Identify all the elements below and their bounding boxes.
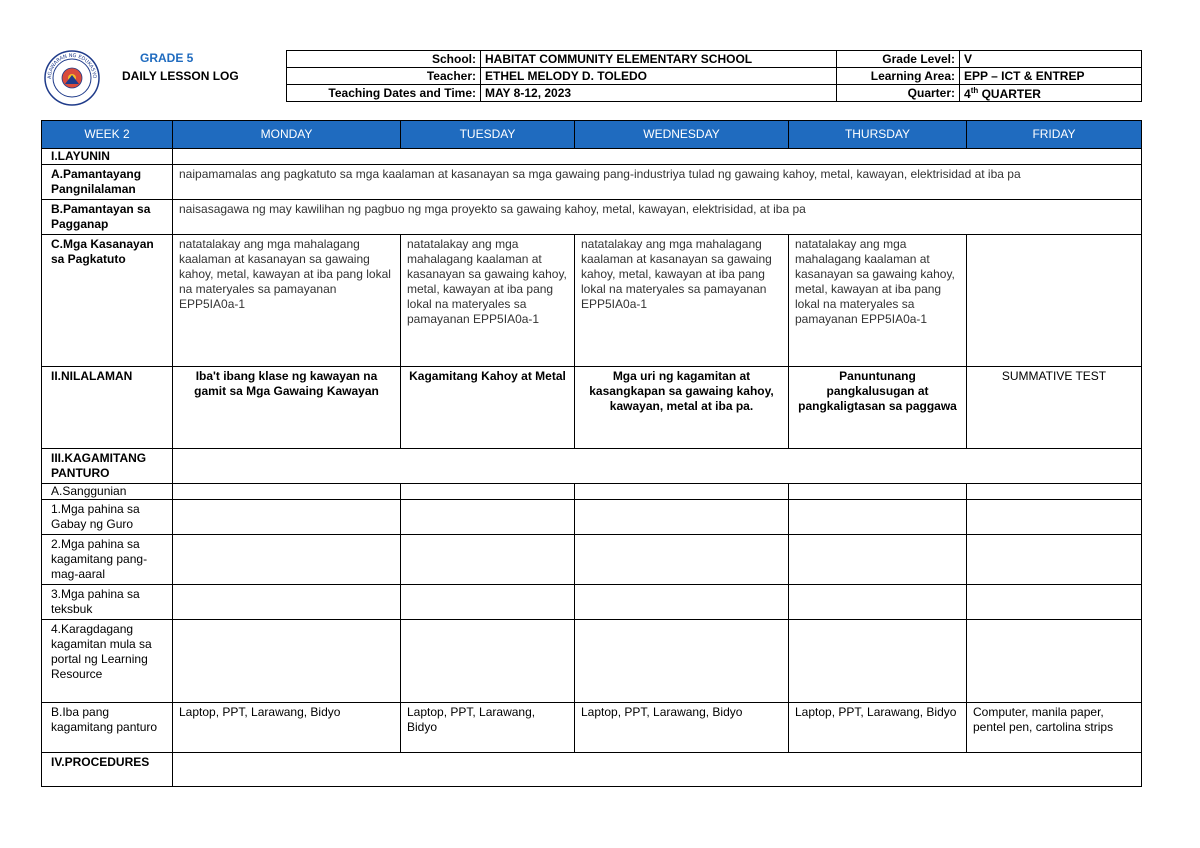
dates-value: MAY 8-12, 2023: [481, 85, 837, 102]
table-cell: [401, 484, 575, 500]
table-cell: [789, 535, 967, 585]
nilalaman-monday: Iba't ibang klase ng kawayan na gamit sa Mga Gawaing Kawayan: [173, 367, 401, 449]
grade-title: GRADE 5: [140, 51, 194, 65]
table-cell: [401, 620, 575, 703]
teacher-label: Teacher:: [287, 68, 481, 85]
table-cell: [401, 585, 575, 620]
table-cell: [173, 585, 401, 620]
table-cell: [967, 484, 1142, 500]
layunin-cell: [173, 149, 1142, 165]
row-label-iba-pang-kagamitan: B.Iba pang kagamitang panturo: [42, 703, 173, 753]
row-label-procedures: IV.PROCEDURES: [42, 753, 173, 787]
table-cell: [967, 535, 1142, 585]
nilalaman-tuesday: Kagamitang Kahoy at Metal: [401, 367, 575, 449]
table-cell: [967, 620, 1142, 703]
teacher-value: ETHEL MELODY D. TOLEDO: [481, 68, 837, 85]
table-cell: [173, 500, 401, 535]
table-cell: [401, 535, 575, 585]
quarter-label: Quarter:: [837, 85, 960, 102]
lesson-log-table: [41, 120, 1142, 787]
col-header-wednesday: WEDNESDAY: [575, 121, 789, 149]
row-label-pamantayang-pangnilalaman: A.Pamantayang Pangnilalaman: [42, 165, 173, 200]
iba-pang-monday: Laptop, PPT, Larawang, Bidyo: [173, 703, 401, 753]
table-cell: [575, 535, 789, 585]
col-header-tuesday: TUESDAY: [401, 121, 575, 149]
table-cell: [789, 585, 967, 620]
row-label-karagdagang-kagamitan: 4.Karagdagang kagamitan mula sa portal ng Learning Resource: [42, 620, 173, 703]
row-label-kagamitang-mag-aaral: 2.Mga pahina sa kagamitang pang-mag-aaral: [42, 535, 173, 585]
deped-seal-icon: [44, 50, 100, 106]
col-header-thursday: THURSDAY: [789, 121, 967, 149]
row-label-gabay-ng-guro: 1.Mga pahina sa Gabay ng Guro: [42, 500, 173, 535]
nilalaman-wednesday: Mga uri ng kagamitan at kasangkapan sa gawaing kahoy, kawayan, metal at iba pa.: [575, 367, 789, 449]
table-cell: [789, 620, 967, 703]
table-cell: [575, 500, 789, 535]
quarter-value: 4th QUARTER: [960, 85, 1142, 102]
row-label-layunin: I.LAYUNIN: [42, 149, 173, 165]
nilalaman-thursday: Panuntunang pangkalusugan at pangkaligtasan sa paggawa: [789, 367, 967, 449]
kasanayan-wednesday: natatalakay ang mga mahalagang kaalaman at kasanayan sa gawaing kahoy, metal, kawayan at iba pang lokal na materyales sa pamayanan EPP5IA0a-1: [575, 235, 789, 367]
table-cell: [789, 484, 967, 500]
iba-pang-friday: Computer, manila paper, pentel pen, cartolina strips: [967, 703, 1142, 753]
table-cell: [967, 500, 1142, 535]
table-cell: [173, 535, 401, 585]
info-table: [286, 50, 1142, 102]
document-title: DAILY LESSON LOG: [122, 69, 239, 83]
col-header-week: WEEK 2: [42, 121, 173, 149]
col-header-monday: MONDAY: [173, 121, 401, 149]
kasanayan-thursday: natatalakay ang mga mahalagang kaalaman at kasanayan sa gawaing kahoy, metal, kawayan at iba pang lokal na materyales sa pamayanan EPP5IA0a-1: [789, 235, 967, 367]
school-label: School:: [287, 51, 481, 68]
table-cell: [575, 585, 789, 620]
row-label-kasanayan: C.Mga Kasanayan sa Pagkatuto: [42, 235, 173, 367]
dates-label: Teaching Dates and Time:: [287, 85, 481, 102]
table-cell: [173, 620, 401, 703]
row-label-teksbuk: 3.Mga pahina sa teksbuk: [42, 585, 173, 620]
learning-area-value: EPP – ICT & ENTREP: [960, 68, 1142, 85]
kagamitang-panturo-cell: [173, 449, 1142, 484]
table-cell: [967, 585, 1142, 620]
kasanayan-tuesday: natatalakay ang mga mahalagang kaalaman at kasanayan sa gawaing kahoy, metal, kawayan at iba pang lokal na materyales sa pamayanan EPP5IA0a-1: [401, 235, 575, 367]
nilalaman-friday: SUMMATIVE TEST: [967, 367, 1142, 449]
table-cell: [173, 484, 401, 500]
iba-pang-thursday: Laptop, PPT, Larawang, Bidyo: [789, 703, 967, 753]
school-value: HABITAT COMMUNITY ELEMENTARY SCHOOL: [481, 51, 837, 68]
row-label-kagamitang-panturo: III.KAGAMITANG PANTURO: [42, 449, 173, 484]
table-cell: [575, 484, 789, 500]
table-cell: [401, 500, 575, 535]
iba-pang-tuesday: Laptop, PPT, Larawang, Bidyo: [401, 703, 575, 753]
iba-pang-wednesday: Laptop, PPT, Larawang, Bidyo: [575, 703, 789, 753]
row-label-sanggunian: A.Sanggunian: [42, 484, 173, 500]
table-cell: [789, 500, 967, 535]
row-label-nilalaman: II.NILALAMAN: [42, 367, 173, 449]
kasanayan-monday: natatalakay ang mga mahalagang kaalaman at kasanayan sa gawaing kahoy, metal, kawayan at iba pang lokal na materyales sa pamayanan EPP5IA0a-1: [173, 235, 401, 367]
col-header-friday: FRIDAY: [967, 121, 1142, 149]
procedures-cell: [173, 753, 1142, 787]
pamantayang-pangnilalaman-text: naipamamalas ang pagkatuto sa mga kaalaman at kasanayan sa mga gawaing pang-industriya tulad ng gawaing kahoy, metal, kawayan, elektrisidad at iba pa: [173, 165, 1142, 200]
grade-level-label: Grade Level:: [837, 51, 960, 68]
grade-level-value: V: [960, 51, 1142, 68]
svg-text:KAGAWARAN NG EDUKASYON: AGAWARAN NG EDUKASYO: [46, 52, 98, 80]
kasanayan-friday: [967, 235, 1142, 367]
row-label-pamantayan-pagganap: B.Pamantayan sa Pagganap: [42, 200, 173, 235]
learning-area-label: Learning Area:: [837, 68, 960, 85]
pamantayan-pagganap-text: naisasagawa ng may kawilihan ng pagbuo ng mga proyekto sa gawaing kahoy, metal, kawayan, elektrisidad, at iba pa: [173, 200, 1142, 235]
table-cell: [575, 620, 789, 703]
